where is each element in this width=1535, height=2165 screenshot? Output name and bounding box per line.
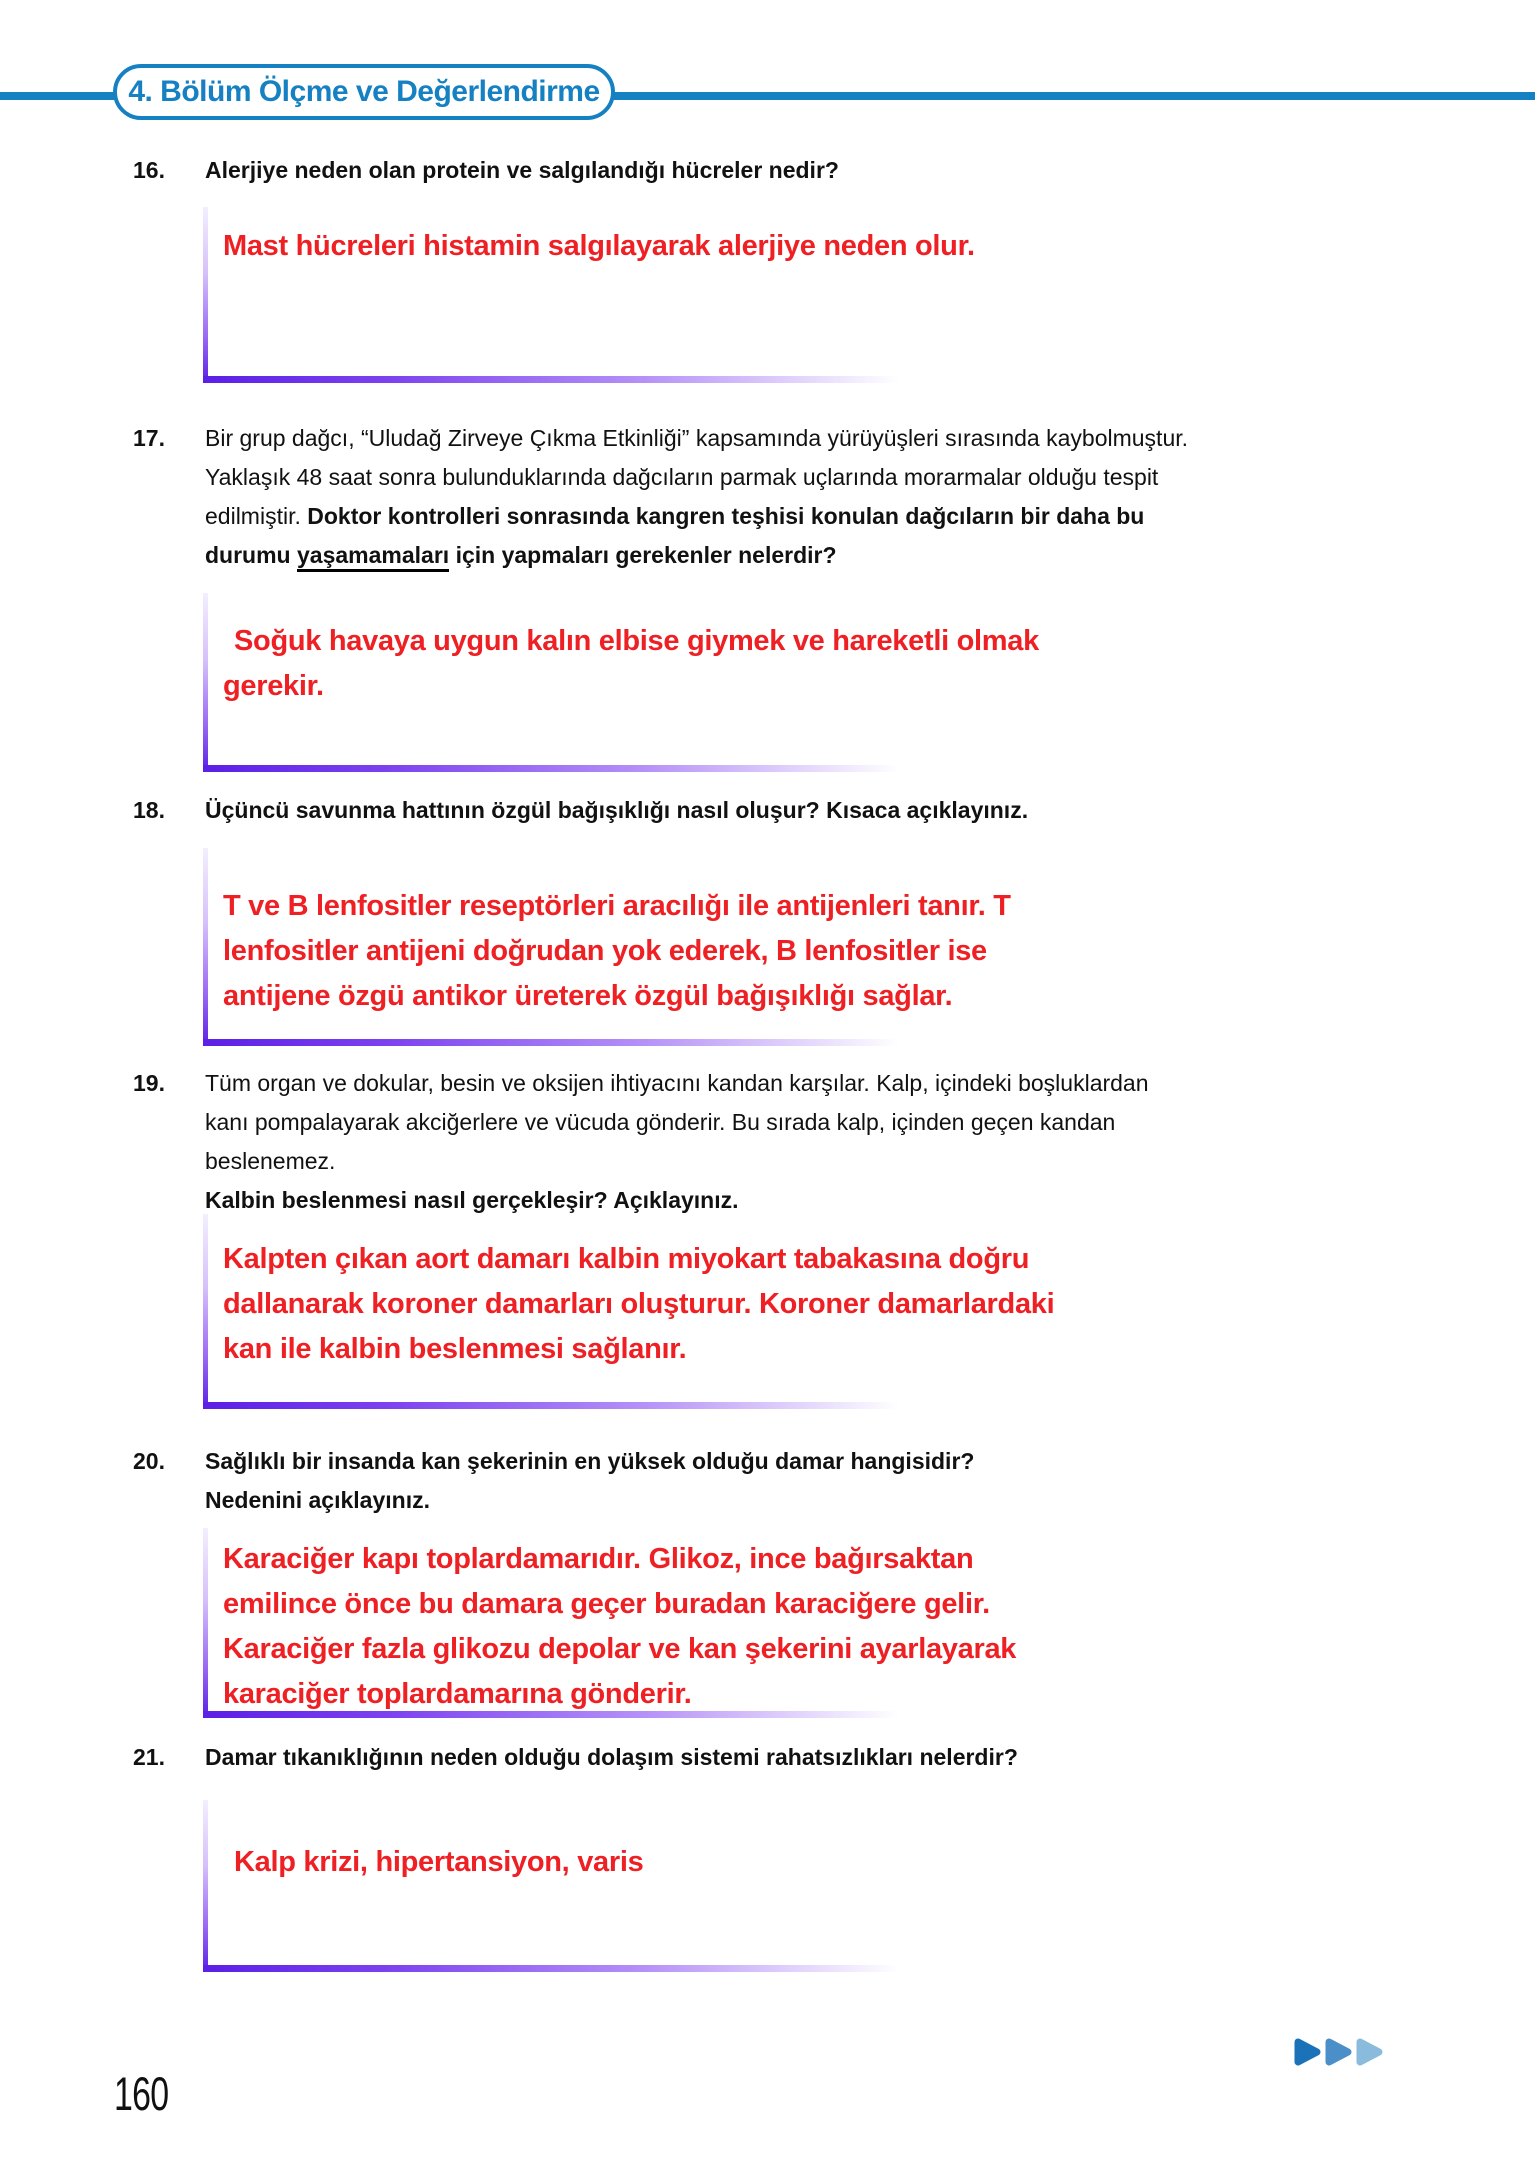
question-19-text: Tüm organ ve dokular, besin ve oksijen ihtiyacını kandan karşılar. Kalp, içindeki boşluklardan kanı pompalayarak akciğerlere ve vücuda gönderir. Bu sırada kalp, içinden geçen kandan beslenemez. Kalbin beslenmesi nasıl gerçekleşir? Açıklayınız. — [205, 1070, 1149, 1213]
question-18-number: 18. — [133, 797, 165, 823]
answer-19-text: Kalpten çıkan aort damarı kalbin miyokart tabakasına doğru dallanarak koroner damarları oluşturur. Koroner damarlardaki kan ile kalbin beslenmesi sağlanır. — [223, 1243, 1055, 1365]
question-16-text: Alerjiye neden olan protein ve salgılandığı hücreler nedir? — [205, 157, 839, 183]
answer-box-17 — [203, 593, 1363, 772]
answer-18-text: T ve B lenfositler reseptörleri aracılığı ile antijenleri tanır. T lenfositler antijeni doğrudan yok ederek, B lenfositler ise antijene özgü antikor üreterek özgül bağışıklığı sağlar. — [223, 890, 1011, 1012]
question-19-number: 19. — [133, 1070, 165, 1096]
question-20-text: Sağlıklı bir insanda kan şekerinin en yüksek olduğu damar hangisidir? Nedenini açıklayınız. — [205, 1448, 975, 1513]
question-18 — [133, 791, 1413, 830]
question-20-number: 20. — [133, 1448, 165, 1474]
question-17-text: Bir grup dağcı, “Uludağ Zirveye Çıkma Etkinliği” kapsamında yürüyüşleri sırasında kaybolmuştur. Yaklaşık 48 saat sonra bulunduklarında dağcıların parmak uçlarında morarmalar olduğu tespit edilmiştir. Doktor kontrolleri sonrasında kangren teşhisi konulan dağcıların bir daha bu durumu yaşamamaları için yapmaları gerekenler nelerdir? — [205, 419, 1413, 575]
chapter-badge-label: 4. Bölüm Ölçme ve Değerlendirme — [128, 75, 600, 108]
chapter-badge — [113, 64, 615, 120]
question-17 — [133, 419, 1413, 575]
answer-20-text: Karaciğer kapı toplardamarıdır. Glikoz, ince bağırsaktan emilince önce bu damara geçer buradan karaciğere gelir. Karaciğer fazla glikozu depolar ve kan şekerini ayarlayarak karaciğer toplardamarına gönderir. — [223, 1543, 1017, 1710]
answer-17-text: Soğuk havaya uygun kalın elbise giymek ve hareketli olmak gerekir. — [223, 625, 1039, 702]
question-21 — [133, 1738, 1413, 1777]
answer-box-21 — [203, 1800, 1363, 1972]
question-16 — [133, 151, 1413, 190]
answer-box-19 — [203, 1214, 1363, 1409]
question-17-number: 17. — [133, 425, 165, 451]
question-21-text: Damar tıkanıklığının neden olduğu dolaşım sistemi rahatsızlıkları nelerdir? — [205, 1744, 1018, 1770]
question-21-number: 21. — [133, 1744, 165, 1770]
answer-box-20 — [203, 1528, 1363, 1718]
page-number: 160 — [114, 2067, 169, 2120]
question-16-number: 16. — [133, 157, 165, 183]
question-18-text: Üçüncü savunma hattının özgül bağışıklığı nasıl oluşur? Kısaca açıklayınız. — [205, 797, 1029, 823]
question-20 — [133, 1442, 1413, 1520]
answer-box-18 — [203, 848, 1363, 1046]
answer-21-text: Kalp krizi, hipertansiyon, varis — [234, 1846, 644, 1878]
answer-16-text: Mast hücreleri histamin salgılayarak alerjiye neden olur. — [223, 230, 975, 262]
answer-box-16 — [203, 207, 1363, 383]
question-19 — [133, 1064, 1413, 1220]
triple-arrow-right-icon — [1293, 2036, 1389, 2068]
